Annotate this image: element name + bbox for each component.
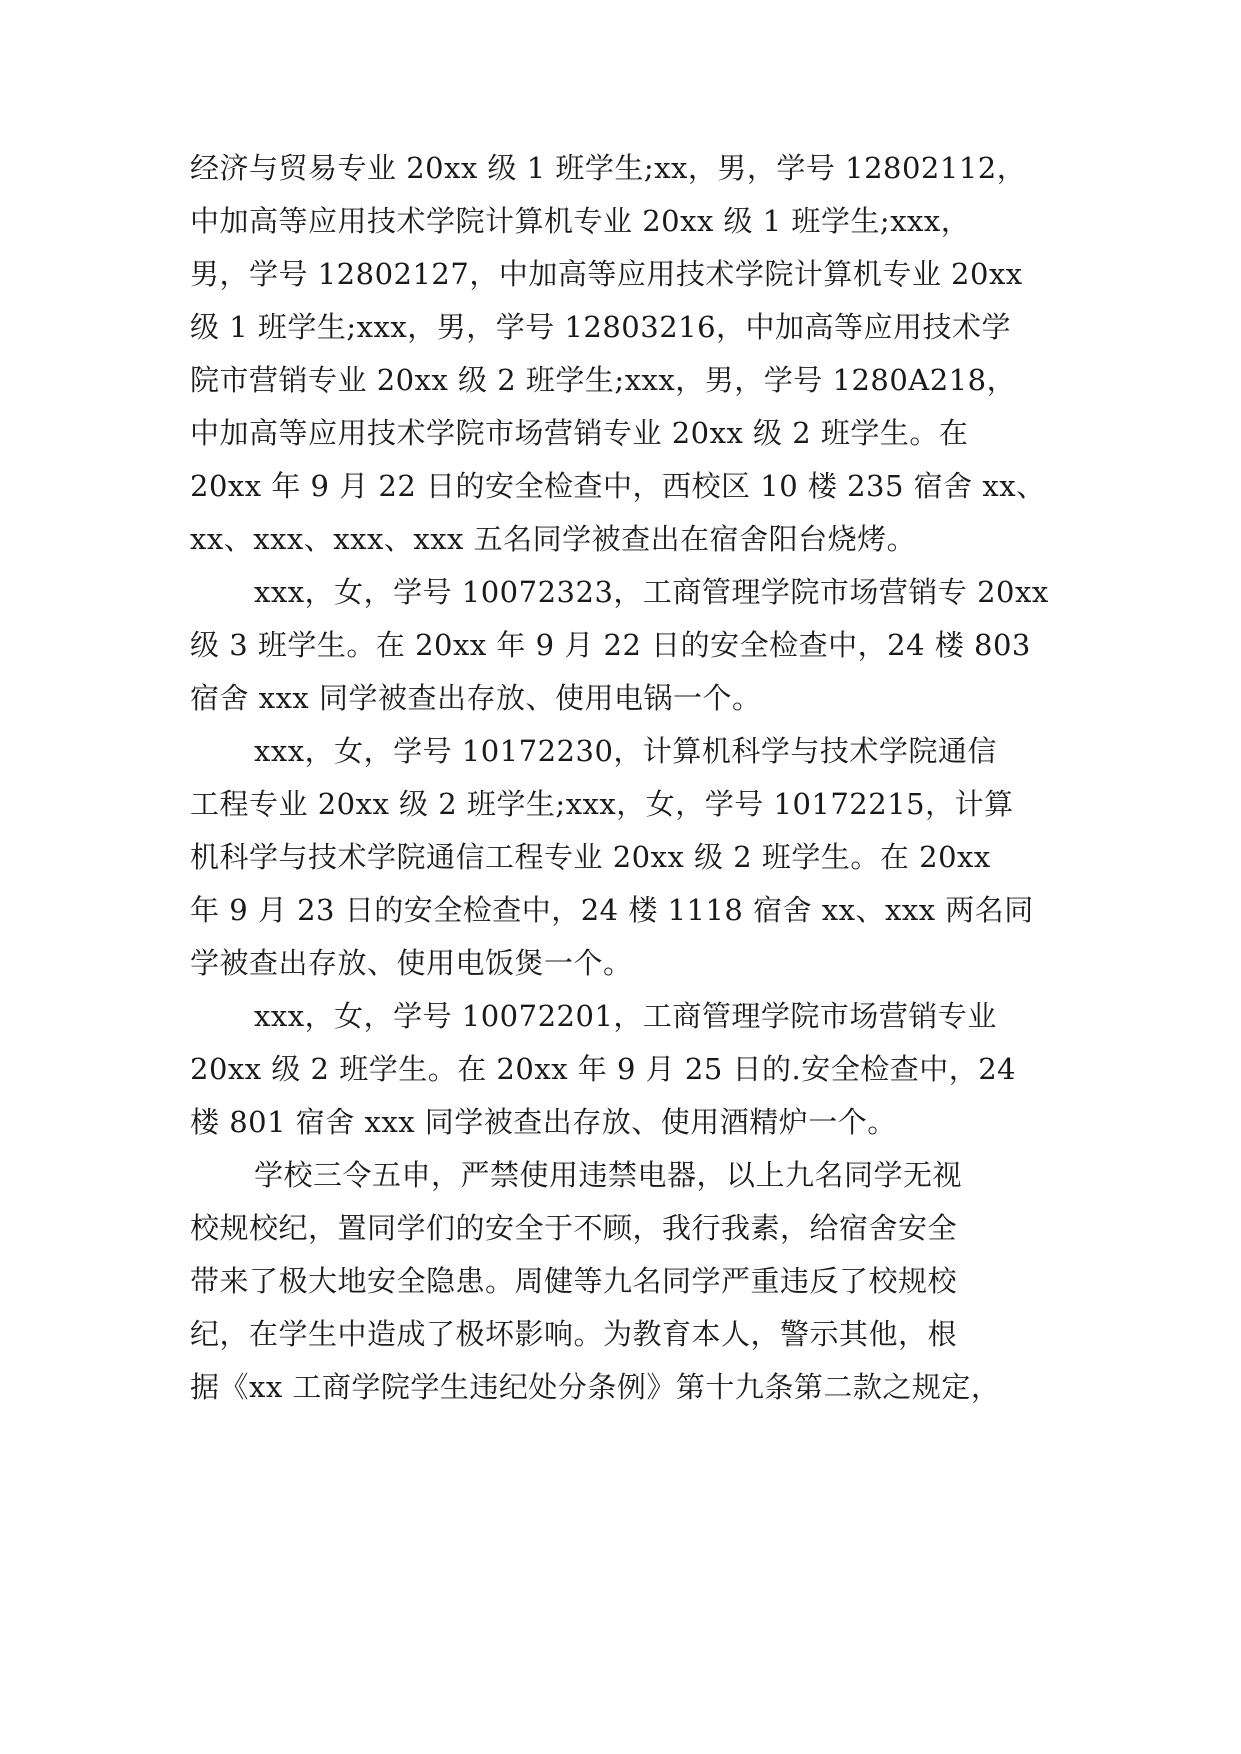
text-line: 楼 801 宿舍 xxx 同学被查出存放、使用酒精炉一个。	[190, 1105, 897, 1139]
text-line: 中加高等应用技术学院计算机专业 20xx 级 1 班学生;xxx，	[190, 204, 971, 238]
text-line: 学被查出存放、使用电饭煲一个。	[190, 946, 633, 980]
text-line: 年 9 月 23 日的安全检查中，24 楼 1118 宿舍 xx、xxx 两名同	[190, 893, 1034, 927]
text-line: 级 3 班学生。在 20xx 年 9 月 22 日的安全检查中，24 楼 803	[190, 628, 1031, 662]
text-line: 院市营销专业 20xx 级 2 班学生;xxx，男，学号 1280A218，	[190, 363, 1017, 397]
text-line: 级 1 班学生;xxx，男，学号 12803216，中加高等应用技术学	[190, 310, 1012, 344]
text-line: 中加高等应用技术学院市场营销专业 20xx 级 2 班学生。在	[190, 416, 969, 450]
text-line: 带来了极大地安全隐患。周健等九名同学严重违反了校规校	[190, 1264, 958, 1298]
text-line: 宿舍 xxx 同学被查出存放、使用电锅一个。	[190, 681, 762, 715]
text-line: 20xx 年 9 月 22 日的安全检查中，西校区 10 楼 235 宿舍 xx、	[190, 469, 1046, 503]
text-line: 经济与贸易专业 20xx 级 1 班学生;xx，男，学号 12802112，	[190, 151, 1027, 185]
text-line: 20xx 级 2 班学生。在 20xx 年 9 月 25 日的.安全检查中，24	[190, 1052, 1017, 1086]
text-line: 男，学号 12802127，中加高等应用技术学院计算机专业 20xx	[190, 257, 1023, 291]
text-line: 据《xx 工商学院学生违纪处分条例》第十九条第二款之规定，	[190, 1370, 1001, 1404]
text-line: 机科学与技术学院通信工程专业 20xx 级 2 班学生。在 20xx	[190, 840, 991, 874]
paragraph-first-line: xxx，女，学号 10072323，工商管理学院市场营销专 20xx	[254, 575, 1049, 609]
text-line: 工程专业 20xx 级 2 班学生;xxx，女，学号 10172215，计算	[190, 787, 1014, 821]
text-line: 纪，在学生中造成了极坏影响。为教育本人，警示其他，根	[190, 1317, 958, 1351]
paragraph-first-line: xxx，女，学号 10072201，工商管理学院市场营销专业	[254, 999, 997, 1033]
paragraph-first-line: 学校三令五申，严禁使用违禁电器，以上九名同学无视	[254, 1158, 963, 1192]
paragraph-first-line: xxx，女，学号 10172230，计算机科学与技术学院通信	[254, 734, 997, 768]
text-line: 校规校纪，置同学们的安全于不顾，我行我素，给宿舍安全	[190, 1211, 958, 1245]
text-line: xx、xxx、xxx、xxx 五名同学被查出在宿舍阳台烧烤。	[190, 522, 917, 556]
